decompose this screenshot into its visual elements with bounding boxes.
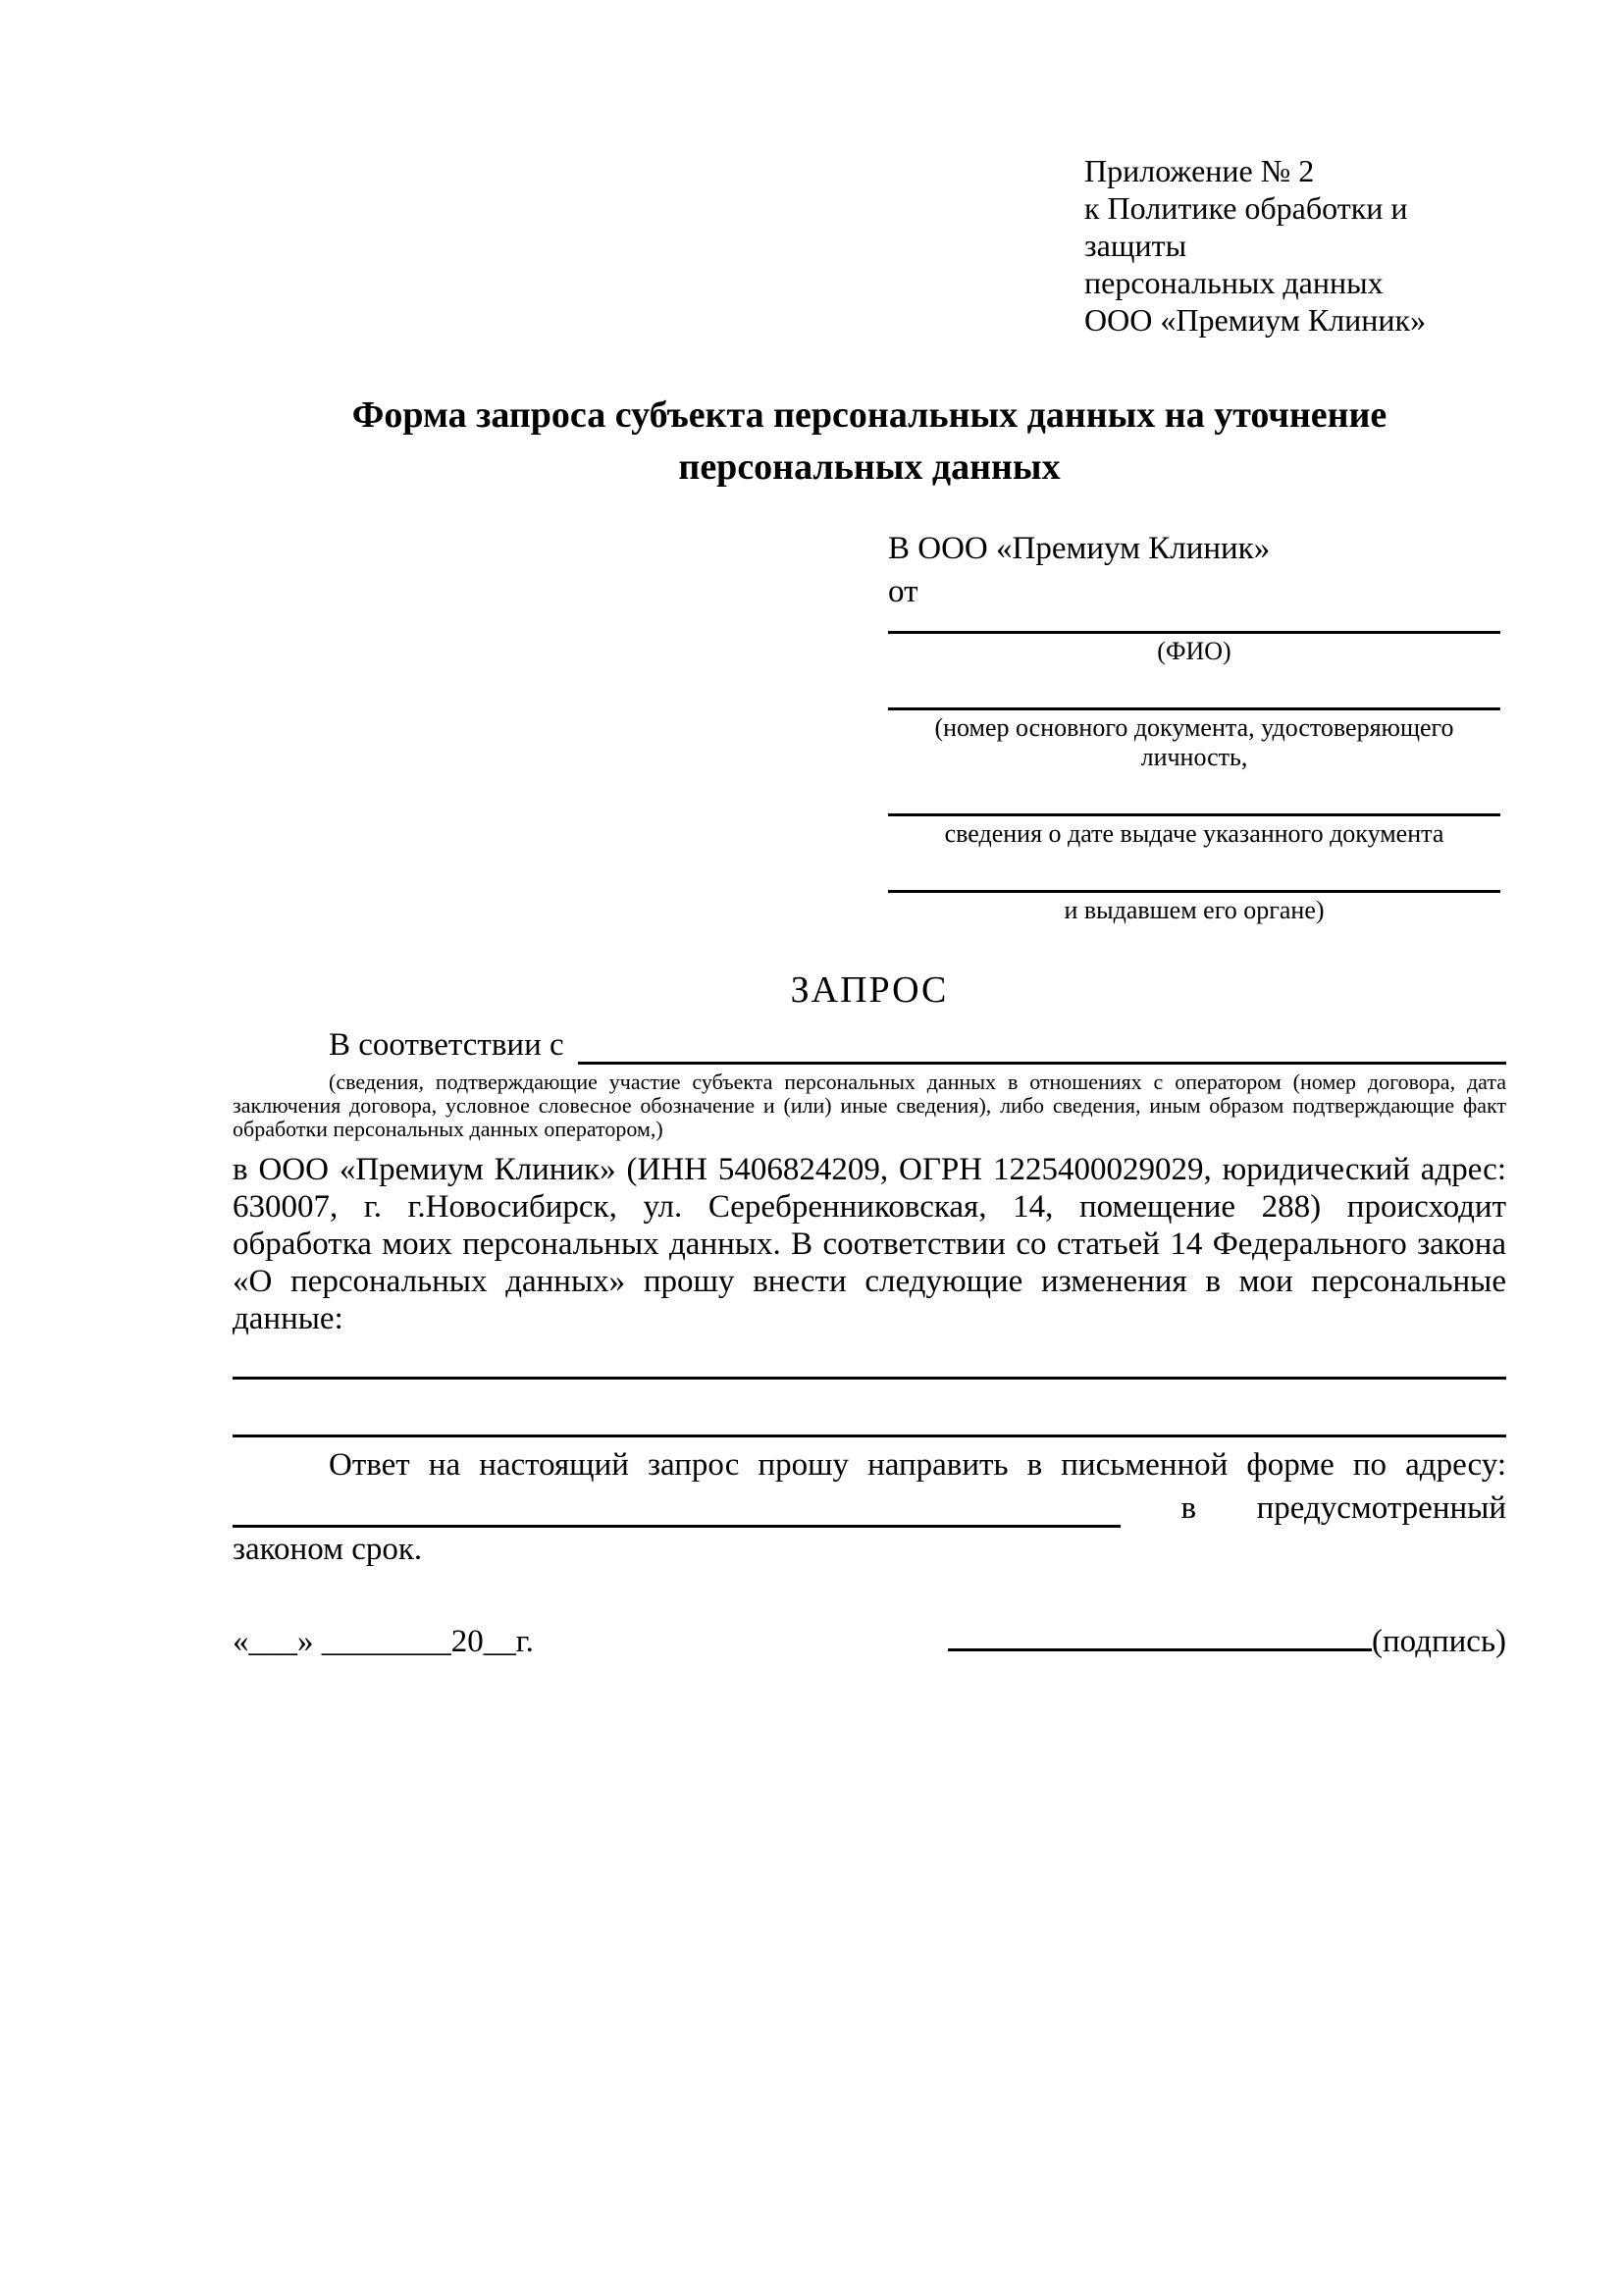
doc-issuer-input-line[interactable] <box>888 849 1500 893</box>
addressee-from-label: от <box>888 574 918 609</box>
reply-sentence: Ответ на настоящий запрос прошу направить в письменной форме по адресу: <box>329 1447 1506 1483</box>
reply-continuation-word-2: предусмотренный <box>1256 1490 1506 1526</box>
intro-text: В соответствии с <box>329 1027 564 1063</box>
doc-number-field <box>888 666 1500 772</box>
form-title: Форма запроса субъекта персональных данных на уточнение персональных данных <box>351 394 1387 488</box>
annex-line: персональных данных <box>1084 265 1384 300</box>
signature-group <box>948 1622 1506 1661</box>
fio-field <box>888 611 1500 666</box>
request-body: в ООО «Премиум Клиник» (ИНН 5406824209, ОГРН 1225400029029, юридический адрес: 630007, г. г.Новосибирск, ул. Серебренниковская, 14, помещение 288) происходит обработка моих персональных данных. В соответствии со статьей 14 Федерального закона «О персональных данных» прошу внести следующие изменения в мои персональные данные: <box>233 1152 1506 1336</box>
doc-issue-date-input-line[interactable] <box>888 772 1500 816</box>
addressee-block <box>888 529 1500 925</box>
doc-number-caption: (номер основного документа, удостоверяющего личность, <box>934 713 1454 771</box>
intro-note: (сведения, подтверждающие участие субъекта персональных данных в отношениях с оператором (номер договора, дата заключения договора, условное словесное обозначение и (или) иные сведения), либо сведения, иным образом подтверждающие факт обработки персональных данных оператором,) <box>233 1070 1506 1141</box>
doc-issuer-caption: и выдавшем его органе) <box>1064 896 1325 924</box>
fio-input-line[interactable] <box>888 611 1500 634</box>
annex-block <box>1084 152 1506 339</box>
date-field[interactable]: «___» ________20__г. <box>233 1624 534 1659</box>
fio-caption: (ФИО) <box>1157 637 1231 665</box>
changes-input-line-1[interactable] <box>233 1337 1506 1380</box>
signature-row <box>233 1622 1506 1661</box>
addressee-to: В ООО «Премиум Клиник» <box>888 531 1271 566</box>
request-heading: ЗАПРОС <box>790 969 949 1011</box>
reply-fill-row <box>233 1488 1506 1528</box>
changes-input-line-2[interactable] <box>233 1380 1506 1437</box>
annex-line: Приложение № 2 <box>1084 153 1315 188</box>
doc-issue-date-field <box>888 772 1500 849</box>
doc-issue-date-caption: сведения о дате выдаче указанного документа <box>944 819 1444 848</box>
doc-issuer-field <box>888 849 1500 925</box>
address-input-line[interactable] <box>233 1491 1121 1528</box>
reply-continuation-word-1: в <box>1180 1490 1197 1526</box>
signature-input-line[interactable] <box>948 1648 1372 1651</box>
annex-line: ООО «Премиум Клиник» <box>1084 302 1427 338</box>
intro-row <box>233 1025 1506 1065</box>
doc-number-input-line[interactable] <box>888 666 1500 710</box>
signature-caption: (подпись) <box>1372 1624 1506 1659</box>
basis-input-line[interactable] <box>578 1028 1506 1065</box>
reply-closing: законом срок. <box>233 1532 423 1567</box>
annex-line: к Политике обработки и защиты <box>1084 190 1408 263</box>
